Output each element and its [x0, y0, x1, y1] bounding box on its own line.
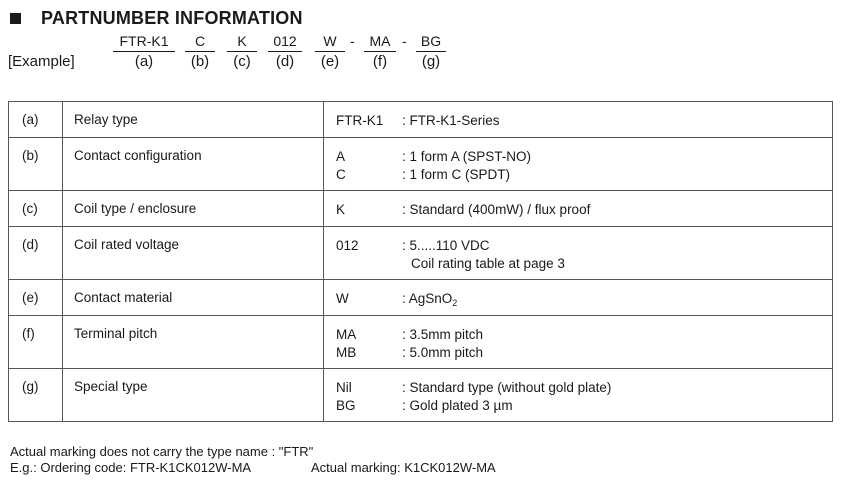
ordering-code-example: E.g.: Ordering code: FTR-K1CK012W-MA	[10, 460, 252, 475]
option-desc: : Gold plated 3 µm	[402, 398, 513, 413]
separator-dash: -	[350, 33, 355, 49]
table-row	[9, 138, 833, 191]
part-letter: (f)	[372, 53, 388, 70]
option-code: BG	[336, 398, 356, 413]
part-code: K	[227, 32, 257, 52]
part-letter: (c)	[233, 53, 251, 70]
table-row	[9, 280, 833, 316]
table-row	[9, 316, 833, 369]
example-part-g	[416, 32, 446, 72]
section-heading	[10, 6, 303, 30]
part-letter: (g)	[421, 53, 441, 70]
example-part-e	[315, 32, 345, 72]
option-desc: : FTR-K1-Series	[402, 113, 500, 128]
table-row	[9, 191, 833, 227]
example-part-b	[185, 32, 215, 72]
row-options	[324, 316, 833, 369]
part-code: W	[315, 32, 345, 52]
option-code: FTR-K1	[336, 113, 384, 128]
option-code: MB	[336, 345, 357, 360]
part-code: 012	[268, 32, 302, 52]
row-options	[324, 138, 833, 191]
part-letter: (b)	[190, 53, 210, 70]
part-code: MA	[364, 32, 396, 52]
option-desc: : AgSnO$_2$	[402, 291, 458, 308]
part-letter: (a)	[134, 53, 154, 70]
option-code: K	[336, 202, 346, 217]
partnumber-table	[8, 101, 833, 422]
row-name: Special type	[63, 369, 324, 422]
option-desc: : Standard (400mW) / flux proof	[402, 202, 591, 217]
option-desc: : 1 form A (SPST-NO)	[402, 149, 532, 164]
row-name: Terminal pitch	[63, 316, 324, 369]
option-desc: : 5.....110 VDC	[402, 238, 490, 253]
row-letter: (d)	[9, 227, 63, 280]
subscript: 2	[452, 298, 458, 308]
row-options	[324, 369, 833, 422]
row-letter: (g)	[9, 369, 63, 422]
option-desc: : 5.0mm pitch	[402, 345, 484, 360]
example-label: [Example]	[8, 53, 75, 70]
row-name: Coil rated voltage	[63, 227, 324, 280]
example-part-f	[364, 32, 396, 72]
row-letter: (a)	[9, 102, 63, 138]
example-part-d	[268, 32, 302, 72]
option-code: A	[336, 149, 346, 164]
option-code: C	[336, 167, 346, 182]
row-name: Contact configuration	[63, 138, 324, 191]
table-row	[9, 369, 833, 422]
option-desc: : Standard type (without gold plate)	[402, 380, 612, 395]
example-part-a	[113, 32, 175, 72]
footer-note: Actual marking does not carry the type name : "FTR"	[10, 444, 314, 459]
part-letter: (d)	[275, 53, 295, 70]
row-options	[324, 280, 833, 316]
row-letter: (f)	[9, 316, 63, 369]
row-letter: (b)	[9, 138, 63, 191]
row-name: Contact material	[63, 280, 324, 316]
square-bullet-icon	[10, 13, 21, 24]
option-code: Nil	[336, 380, 352, 395]
option-note: Coil rating table at page 3	[411, 256, 565, 271]
row-letter: (c)	[9, 191, 63, 227]
row-letter: (e)	[9, 280, 63, 316]
separator-dash: -	[402, 33, 407, 49]
example-part-c	[227, 32, 257, 72]
table-row	[9, 102, 833, 138]
row-name: Relay type	[63, 102, 324, 138]
row-options	[324, 191, 833, 227]
part-code: FTR-K1	[113, 32, 175, 52]
part-letter: (e)	[320, 53, 340, 70]
option-desc: : 3.5mm pitch	[402, 327, 484, 342]
option-code: 012	[336, 238, 359, 253]
table-row	[9, 227, 833, 280]
option-desc: : 1 form C (SPDT)	[402, 167, 511, 182]
option-code: W	[336, 291, 349, 306]
row-options	[324, 227, 833, 280]
option-code: MA	[336, 327, 357, 342]
row-options	[324, 102, 833, 138]
footer-notes	[10, 444, 496, 476]
actual-marking-example: Actual marking: K1CK012W-MA	[311, 460, 496, 475]
page-title: PARTNUMBER INFORMATION	[41, 7, 303, 28]
part-code: BG	[416, 32, 446, 52]
row-name: Coil type / enclosure	[63, 191, 324, 227]
part-code: C	[185, 32, 215, 52]
